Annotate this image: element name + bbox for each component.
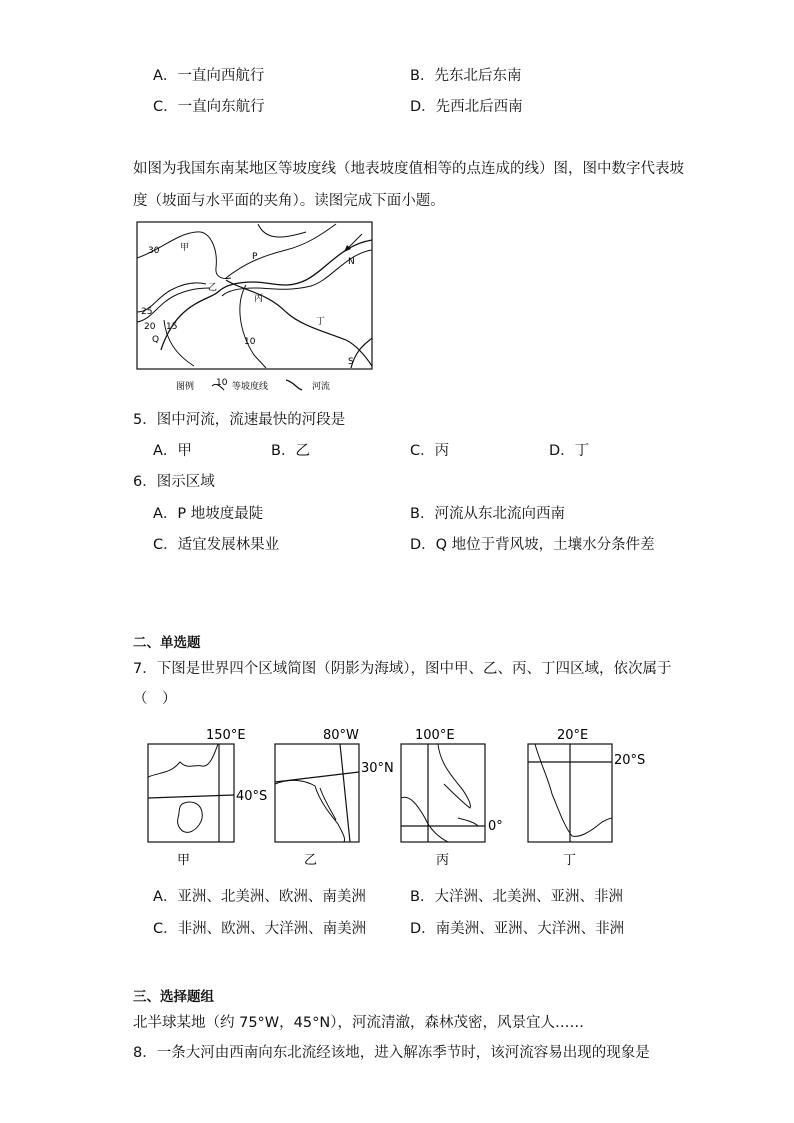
q4-option-d: D．先西北后西南 [410, 99, 523, 115]
intro56-line1: 如图为我国东南某地区等坡度线（地表坡度值相等的点连成的线）图，图中数字代表坡 [133, 161, 684, 177]
map-bing-frame [401, 744, 485, 842]
q7-stem: 7．下图是世界四个区域简图（阴影为海域），图中甲、乙、丙、丁四区域，依次属于 [133, 661, 672, 677]
q5-option-d: D．丁 [549, 443, 590, 459]
q6-stem: 6．图示区域 [133, 474, 215, 490]
label-20: 20 [144, 322, 156, 332]
q6-option-c: C．适宜发展林果业 [153, 537, 280, 553]
map-jia-frame [148, 744, 234, 842]
map-yi-frame [275, 744, 359, 842]
q4-option-c: C．一直向东航行 [153, 99, 265, 115]
map-bing-lat: 0° [488, 819, 503, 834]
q7-option-b: B．大洋洲、北美洲、亚洲、非洲 [410, 889, 623, 905]
label-yi: 乙 [208, 283, 218, 293]
section3-title: 三、选择题组 [133, 989, 214, 1005]
q7-paren: （ ） [133, 691, 177, 707]
intro8: 北半球某地（约 75°W，45°N），河流清澈，森林茂密，风景宜人…… [133, 1015, 584, 1031]
legend-value: 10 [216, 378, 228, 388]
q5-stem: 5．图中河流，流速最快的河段是 [133, 412, 346, 428]
q4-option-a: A．一直向西航行 [153, 68, 265, 84]
q6-option-a: A．P 地坡度最陡 [153, 506, 264, 522]
section2-title: 二、单选题 [133, 635, 201, 651]
label-15: 15 [166, 322, 178, 332]
map-jia-lon: 150°E [206, 728, 246, 743]
legend-contour-label: 等坡度线 [232, 382, 269, 392]
intro56-line2: 度（坡面与水平面的夹角）。读图完成下面小题。 [133, 193, 445, 209]
region-maps [140, 722, 660, 872]
q7-option-c: C．非洲、欧洲、大洋洲、南美洲 [153, 921, 367, 937]
label-ding: 丁 [316, 317, 326, 327]
label-30: 30 [148, 246, 160, 256]
q6-option-d: D．Q 地位于背风坡，土壤水分条件差 [410, 537, 655, 553]
legend-river-label: 河流 [312, 382, 331, 392]
map-ding-name: 丁 [563, 853, 577, 868]
q8-stem: 8．一条大河由西南向东北流经该地，进入解冻季节时，该河流容易出现的现象是 [133, 1045, 650, 1061]
label-jia: 甲 [180, 243, 190, 253]
q7-option-a: A．亚洲、北美洲、欧洲、南美洲 [153, 889, 366, 905]
map-yi-lon: 80°W [323, 728, 359, 743]
map-yi-lat: 30°N [361, 761, 394, 776]
legend-title: 图例 [176, 382, 195, 392]
q5-option-a: A．甲 [153, 443, 192, 459]
map-jia-name: 甲 [177, 853, 191, 868]
label-s: S [348, 357, 354, 367]
q6-option-b: B．河流从东北流向西南 [410, 506, 565, 522]
q5-option-b: B．乙 [271, 443, 310, 459]
map-jia-lat: 40°S [236, 789, 268, 804]
q4-option-b: B．先东北后东南 [410, 68, 522, 84]
label-p: P [252, 252, 258, 262]
q7-option-d: D．南美洲、亚洲、大洋洲、非洲 [410, 921, 625, 937]
q5-option-c: C．丙 [410, 443, 450, 459]
map-bing-lon: 100°E [415, 728, 455, 743]
map-ding-lat: 20°S [614, 753, 646, 768]
map-ding-lon: 20°E [557, 728, 589, 743]
label-n: N [348, 257, 355, 267]
label-q: Q [152, 335, 160, 345]
map-yi-name: 乙 [304, 853, 318, 868]
legend-river-symbol [286, 380, 302, 390]
slope-contour-map [136, 220, 376, 398]
map-bing-name: 丙 [436, 853, 450, 868]
label-25: 25 [141, 307, 153, 317]
label-10: 10 [244, 337, 256, 347]
label-bing: 丙 [254, 294, 264, 304]
